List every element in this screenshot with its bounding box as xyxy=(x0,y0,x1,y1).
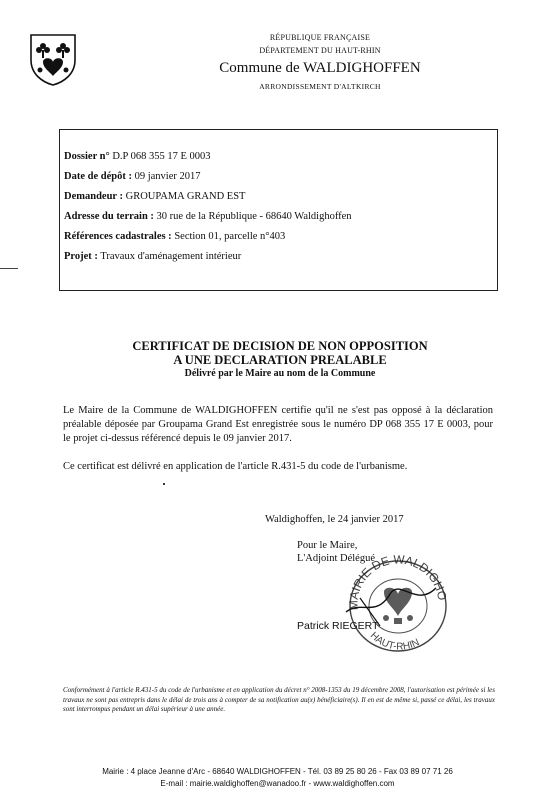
demandeur-row xyxy=(64,191,245,202)
scan-speck xyxy=(163,483,165,485)
commune-title: Commune de WALDIGHOFFEN xyxy=(219,60,421,76)
legal-notice: Conformément à l'article R.431-5 du code de l'urbanisme et en application du décret n° 2008-1353 du 19 décembre 2008, l'autorisation est périmée si les travaux ne sont pas entrepris dans le délai de trois ans à compter de sa notification au(x) bénéficiaire(s). Il en est de même si, passé ce délai, les travaux sont interrompus pendant un délai supérieur à une année. xyxy=(63,686,495,713)
refs-label: Références cadastrales : xyxy=(64,231,172,242)
adresse-row xyxy=(64,211,352,222)
footer-contact: E-mail : mairie.waldighoffen@wanadoo.fr - www.waldighoffen.com xyxy=(160,779,395,788)
margin-mark xyxy=(0,268,18,269)
place-date: Waldighoffen, le 24 janvier 2017 xyxy=(265,514,404,525)
adresse-label: Adresse du terrain : xyxy=(64,211,154,222)
coat-of-arms-icon xyxy=(28,32,78,86)
dossier-row xyxy=(64,151,211,162)
refs-value: Section 01, parcelle n°403 xyxy=(171,231,286,242)
signature-line2: L'Adjoint Délégué xyxy=(297,553,375,564)
arrondissement-label: ARRONDISSEMENT D'ALTKIRCH xyxy=(259,82,381,91)
signature-line1: Pour le Maire, xyxy=(297,540,358,551)
certificate-title-line2: A UNE DECLARATION PREALABLE xyxy=(173,353,387,367)
stamp-text-top: MAIRIE DE WALDIGHO xyxy=(346,552,450,611)
certificate-subtitle: Délivré par le Maire au nom de la Commune xyxy=(184,368,376,379)
signatory-name: Patrick RIEGERT xyxy=(297,620,379,632)
republic-label: RÉPUBLIQUE FRANÇAISE xyxy=(269,33,371,42)
depot-row xyxy=(64,171,200,182)
legal-basis-paragraph: Ce certificat est délivré en application de l'article R.431-5 du code de l'urbanisme. xyxy=(63,461,408,472)
depot-label: Date de dépôt : xyxy=(64,171,132,182)
demandeur-label: Demandeur : xyxy=(64,191,124,202)
projet-row xyxy=(64,251,241,262)
mairie-stamp-icon xyxy=(340,548,452,660)
dossier-label: Dossier n° xyxy=(64,151,110,162)
certification-paragraph: Le Maire de la Commune de WALDIGHOFFEN certifie qu'il ne s'est pas opposé à la déclaration préalable déposée par Groupama Grand Est enregistrée sous le numéro DP 068 355 17 E 0003, pour le projet ci-dessus référencé depuis le 09 janvier 2017. xyxy=(63,405,493,444)
stamp-text-bottom: HAUT-RHIN xyxy=(367,630,422,653)
depot-value: 09 janvier 2017 xyxy=(131,171,201,182)
projet-value: Travaux d'aménagement intérieur xyxy=(97,251,242,262)
dossier-value: D.P 068 355 17 E 0003 xyxy=(109,151,211,162)
demandeur-value: GROUPAMA GRAND EST xyxy=(123,191,246,202)
certificate-title-line1: CERTIFICAT DE DECISION DE NON OPPOSITION xyxy=(132,339,428,353)
department-label: DÉPARTEMENT DU HAUT-RHIN xyxy=(259,46,381,55)
adresse-value: 30 rue de la République - 68640 Waldighoffen xyxy=(153,211,352,222)
footer-address: Mairie : 4 place Jeanne d'Arc - 68640 WALDIGHOFFEN - Tél. 03 89 25 80 26 - Fax 03 89 07 71 26 xyxy=(102,767,453,776)
refs-row xyxy=(64,231,285,242)
projet-label: Projet : xyxy=(64,251,98,262)
